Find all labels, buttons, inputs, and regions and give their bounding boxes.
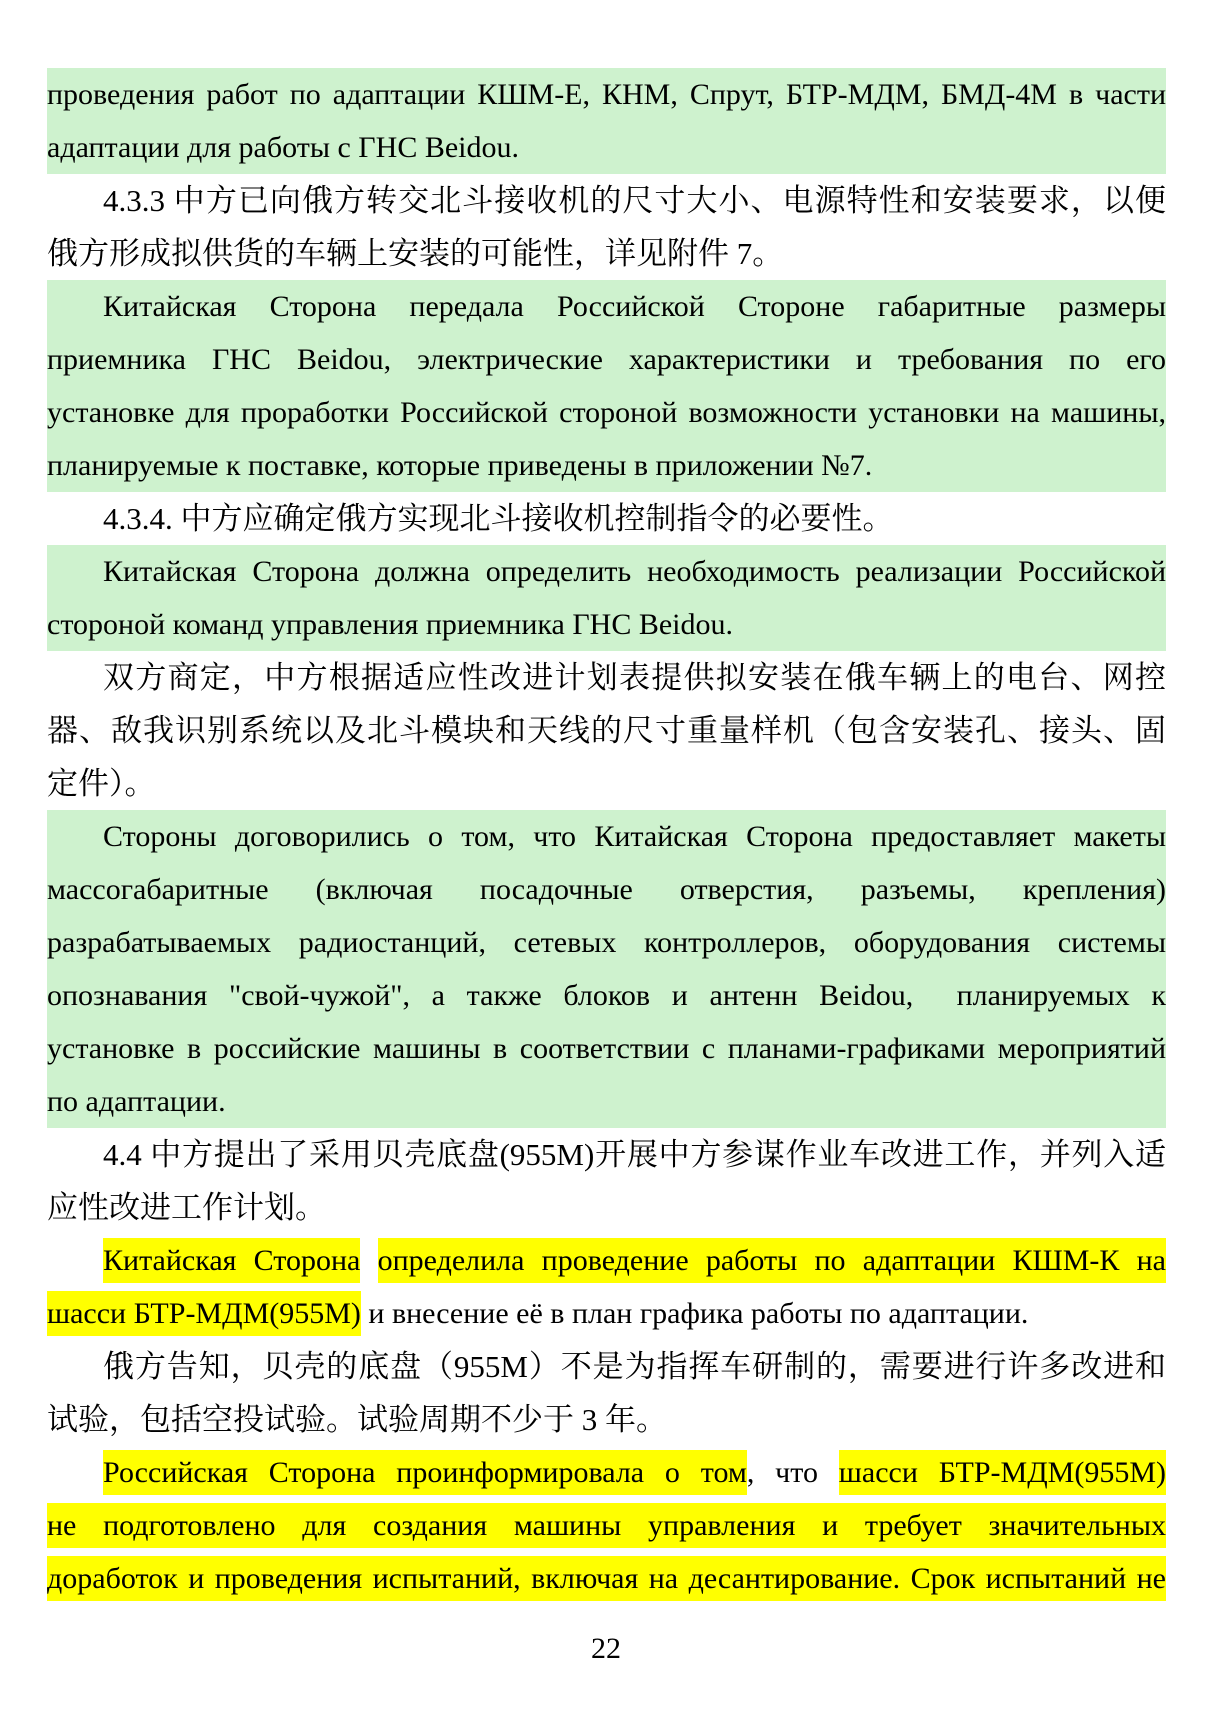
text-line	[47, 1446, 1166, 1499]
text-segment: 定件）。	[47, 766, 156, 801]
paragraph	[47, 1340, 1166, 1446]
text-line	[47, 757, 1166, 810]
text-segment: разрабатываемых радиостанций, сетевых контроллеров, оборудования системы	[47, 926, 1166, 959]
document-body	[47, 68, 1166, 1605]
text-line	[47, 863, 1166, 916]
text-line	[47, 651, 1166, 704]
text-line	[47, 1181, 1166, 1234]
text-segment: 试验，包括空投试验。试验周期不少于 3 年。	[47, 1402, 667, 1437]
yellow-highlighted-text: не подготовлено для создания машины управления и требует значительных	[47, 1503, 1166, 1548]
text-line	[47, 598, 1166, 651]
text-segment: адаптации для работы с ГНС Beidou.	[47, 131, 519, 164]
text-segment: Китайская Сторона передала Российской Стороне габаритные размеры	[103, 290, 1166, 323]
text-line	[47, 704, 1166, 757]
text-line	[47, 1075, 1166, 1128]
paragraph	[47, 1234, 1166, 1340]
text-line	[47, 810, 1166, 863]
green-shaded-paragraph	[47, 280, 1166, 492]
text-line	[47, 174, 1166, 227]
text-segment: 双方商定，中方根据适应性改进计划表提供拟安装在俄车辆上的电台、网控	[103, 660, 1166, 695]
text-segment: приемника ГНС Beidou, электрические характеристики и требования по его	[47, 343, 1166, 376]
text-segment: и внесение её в план графика работы по адаптации.	[360, 1297, 1029, 1330]
text-segment: установке для проработки Российской стороной возможности установки на машины,	[47, 396, 1166, 429]
green-shaded-paragraph	[47, 545, 1166, 651]
text-line	[47, 492, 1166, 545]
text-segment: 器、敌我识别系统以及北斗模块和天线的尺寸重量样机（包含安装孔、接头、固	[47, 713, 1166, 748]
text-segment: установке в российские машины в соответствии с планами-графиками мероприятий	[47, 1032, 1166, 1065]
text-line	[47, 121, 1166, 174]
yellow-highlighted-text: определила проведение работы по адаптации КШМ-К на	[378, 1238, 1166, 1283]
text-segment: стороной команд управления приемника ГНС Beidou.	[47, 608, 734, 641]
text-segment: Стороны договорились о том, что Китайская Сторона предоставляет макеты	[103, 820, 1166, 853]
paragraph	[47, 1128, 1166, 1234]
text-line	[47, 545, 1166, 598]
text-segment: Китайская Сторона должна определить необходимость реализации Российской	[103, 555, 1166, 588]
text-segment: планируемые к поставке, которые приведены в приложении №7.	[47, 449, 873, 482]
text-segment: 应性改进工作计划。	[47, 1190, 326, 1225]
yellow-highlighted-text: шасси БТР-МДМ(955М)	[839, 1450, 1166, 1495]
text-segment: 俄方形成拟供货的车辆上安装的可能性，详见附件 7。	[47, 236, 784, 271]
yellow-highlighted-text: шасси БТР-МДМ(955М)	[47, 1291, 361, 1336]
yellow-highlighted-text: Китайская Сторона	[103, 1238, 360, 1283]
text-line	[47, 1393, 1166, 1446]
text-line	[47, 916, 1166, 969]
text-line	[47, 386, 1166, 439]
text-segment: 4.3.3 中方已向俄方转交北斗接收机的尺寸大小、电源特性和安装要求，以便	[103, 183, 1166, 218]
text-segment: 4.3.4. 中方应确定俄方实现北斗接收机控制指令的必要性。	[103, 501, 894, 536]
text-segment: 4.4 中方提出了采用贝壳底盘(955M)开展中方参谋作业车改进工作，并列入适	[103, 1137, 1166, 1172]
green-shaded-paragraph	[47, 810, 1166, 1128]
page-number: 22	[591, 1632, 621, 1665]
text-line	[47, 1499, 1166, 1552]
text-segment: , что	[746, 1456, 839, 1489]
text-line	[47, 1287, 1166, 1340]
text-line	[47, 1128, 1166, 1181]
text-line	[47, 1340, 1166, 1393]
text-line	[47, 1234, 1166, 1287]
paragraph	[47, 174, 1166, 280]
text-segment	[360, 1244, 377, 1277]
green-shaded-paragraph	[47, 68, 1166, 174]
text-line	[47, 969, 1166, 1022]
text-segment: по адаптации.	[47, 1085, 226, 1118]
paragraph	[47, 651, 1166, 810]
text-line	[47, 333, 1166, 386]
yellow-highlighted-text: Российская Сторона проинформировала о том	[103, 1450, 747, 1495]
text-line	[47, 1022, 1166, 1075]
text-line	[47, 1552, 1166, 1605]
text-line	[47, 280, 1166, 333]
text-line	[47, 68, 1166, 121]
paragraph	[47, 492, 1166, 545]
text-line	[47, 439, 1166, 492]
text-segment: массогабаритные (включая посадочные отверстия, разъемы, крепления)	[47, 873, 1166, 906]
text-line	[47, 227, 1166, 280]
text-segment: 俄方告知，贝壳的底盘（955M）不是为指挥车研制的，需要进行许多改进和	[103, 1349, 1166, 1384]
text-segment: проведения работ по адаптации КШМ-Е, КНМ, Спрут, БТР-МДМ, БМД-4М в части	[47, 78, 1166, 111]
paragraph	[47, 1446, 1166, 1605]
text-segment: опознавания "свой-чужой", а также блоков и антенн Beidou, планируемых к	[47, 979, 1166, 1012]
yellow-highlighted-text: доработок и проведения испытаний, включая на десантирование. Срок испытаний не	[47, 1556, 1166, 1601]
